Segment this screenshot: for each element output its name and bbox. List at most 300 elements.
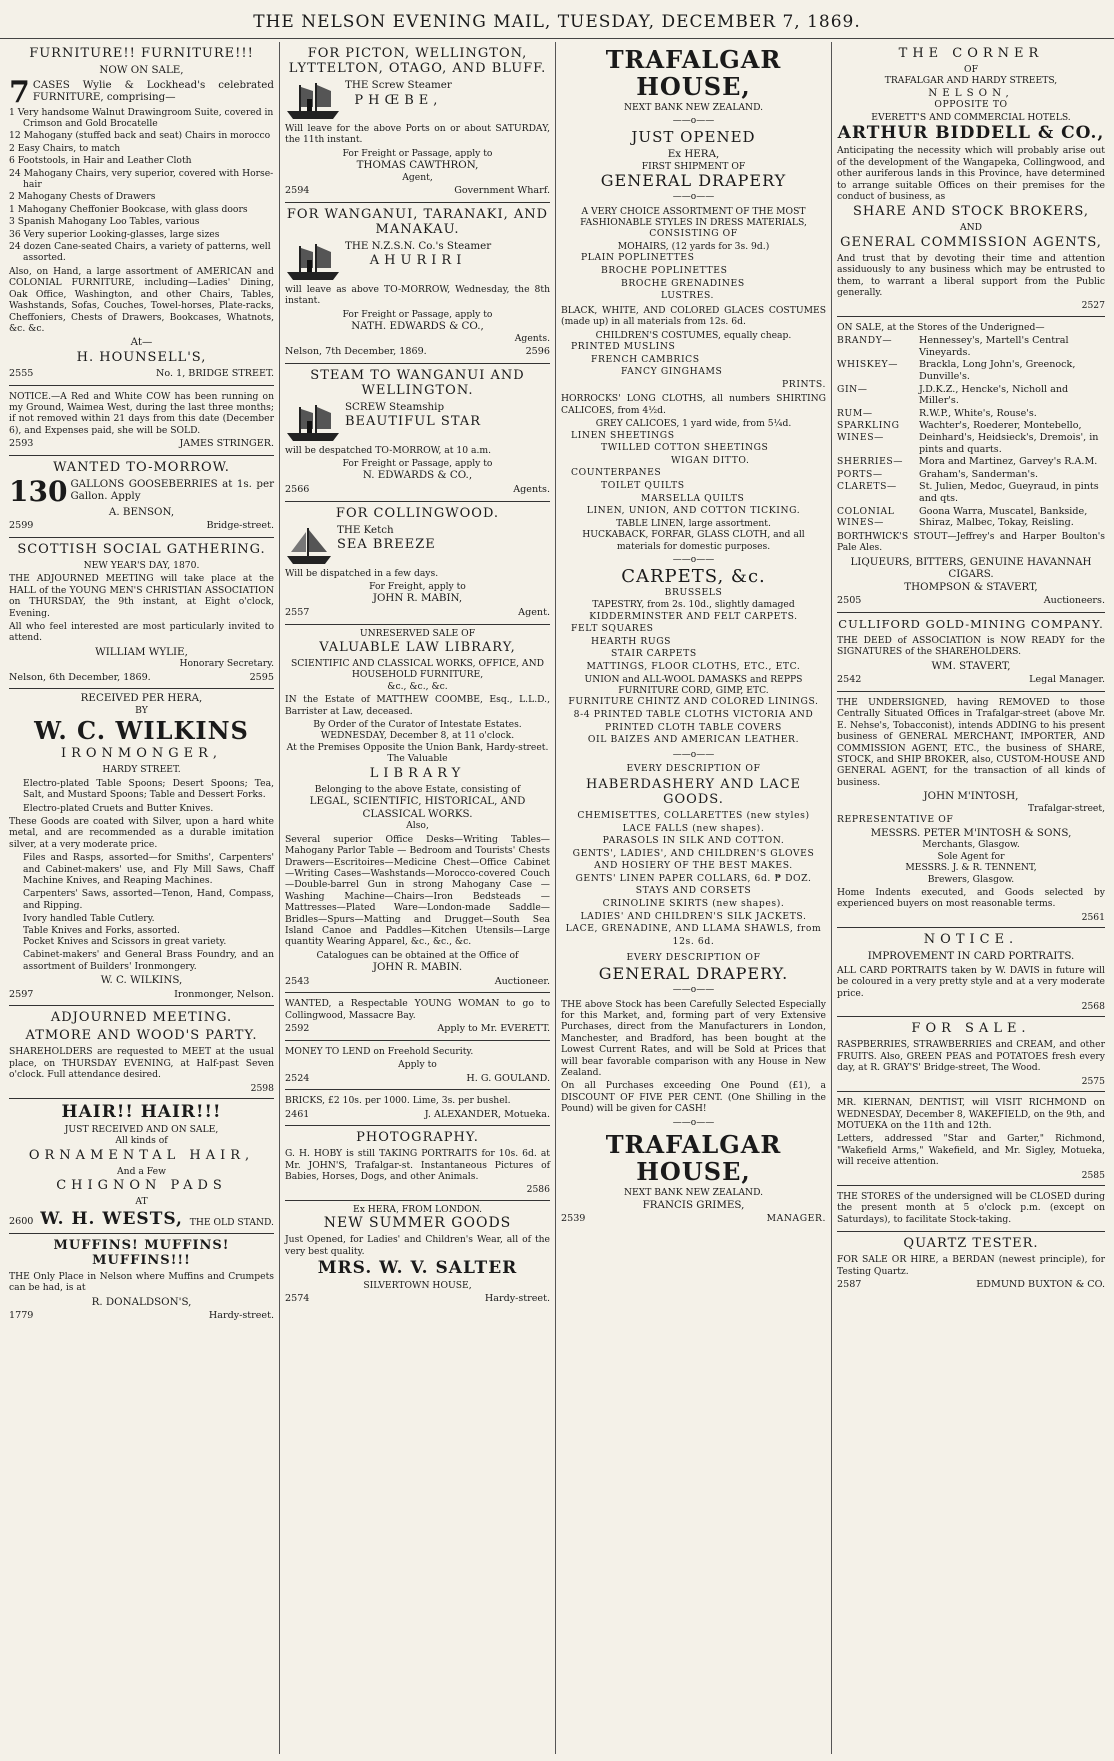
mintosh-text: THE UNDERSIGNED, having REMOVED to those Centrally Situated Offices in Trafalgar-street (above Mr. E. Nehse's, Tobacconist), intends ADDING to his present business of GENERAL MERCHANT, IMPORTER, AND COMMISSION AGENT, ETC., the business of SHARE, STOCK, and SHIP BROKER, also, CUSTOM-HOUSE AND GENERAL AGENT, for the transaction of all kinds of business. bbox=[837, 696, 1105, 788]
wine-brands: Mora and Martinez, Garvey's R.A.M. bbox=[919, 456, 1098, 468]
corner-nelson: NELSON, bbox=[928, 86, 1014, 99]
wine-category: RUM— bbox=[837, 407, 873, 419]
muffins-text: THE Only Place in Nelson where Muffins and Crumpets can be had, is at bbox=[9, 1270, 274, 1294]
wanted-text: GALLONS GOOSEBERRIES at 1s. per Gallon. Apply bbox=[70, 477, 274, 503]
list-item: 3 Spanish Mahogany Loo Tables, various bbox=[9, 216, 200, 228]
corner-streets: TRAFALGAR AND HARDY STREETS, bbox=[884, 75, 1058, 87]
trafalgar-discount: On all Purchases exceeding One Pound (£1), a DISCOUNT OF FIVE PER CENT. (One Shilling in the Pound) will be given for CASH! bbox=[561, 1080, 826, 1115]
hera-house: SILVERTOWN HOUSE, bbox=[363, 1280, 472, 1291]
wine-brands: Brackla, Long John's, Greenock, Dunville's. bbox=[919, 359, 1076, 383]
colling-name: JOHN R. MABIN, bbox=[372, 592, 463, 605]
steam-text: will be despatched TO-MORROW, at 10 a.m. bbox=[285, 444, 492, 456]
money-text: MONEY TO LEND on Freehold Security. bbox=[285, 1045, 474, 1057]
ad-number: 2592 bbox=[285, 1023, 310, 1035]
money-name: H. G. GOULAND. bbox=[466, 1072, 550, 1084]
steam-title: STEAM TO WANGANUI AND WELLINGTON. bbox=[310, 367, 525, 398]
furniture-also: Also, on Hand, a large assortment of AMERICAN and COLONIAL FURNITURE, including—Ladies' Dining, Oak Office, Washington, and other Chairs, Tables, Washstands, Sofas, Couches, Towel-horses, Plate-racks, Cheffoniers, Chests of Drawers, Bookcases, Whatnots, &c. &c. bbox=[9, 265, 274, 334]
list-item: 24 Mahogany Chairs, very superior, covered with Horse-hair bbox=[9, 167, 274, 191]
wine-brands: Graham's, Sanderman's. bbox=[919, 468, 1039, 480]
divider: ——o—— bbox=[672, 192, 715, 202]
ad-library bbox=[285, 625, 550, 994]
table-row bbox=[837, 456, 1105, 468]
picton-ship: PHŒBE, bbox=[354, 92, 443, 108]
list-item: TOILET QUILTS bbox=[601, 479, 685, 491]
mintosh-brewers: Brewers, Glasgow. bbox=[927, 873, 1015, 885]
trafalgar-sub2: NEXT BANK NEW ZEALAND. bbox=[623, 1187, 764, 1199]
trafalgar-kidderminster: KIDDERMINSTER AND FELT CARPETS. bbox=[589, 610, 798, 622]
trafalgar-brussels: BRUSSELS bbox=[664, 586, 723, 598]
wine-brands: St. Julien, Medoc, Gueyraud, in pints and qts. bbox=[919, 481, 1099, 504]
hair-name: W. H. WESTS, bbox=[40, 1208, 183, 1229]
trafalgar-table-linen: TABLE LINEN, large assortment. bbox=[616, 517, 771, 529]
trafalgar-chemisettes: CHEMISETTES, COLLARETTES (new styles) bbox=[577, 809, 810, 821]
ad-number: 2542 bbox=[837, 674, 862, 686]
ad-number: 2598 bbox=[250, 1082, 274, 1094]
ad-wilkins bbox=[9, 689, 274, 1006]
hair-at: AT bbox=[135, 1196, 148, 1208]
table-row bbox=[837, 420, 1105, 455]
dentist-text2: Letters, addressed "Star and Garter," Richmond, "Wakefield Arms," Wakefield, and Mr. Sigley, Motueka, will receive attention. bbox=[837, 1133, 1105, 1168]
ad-scottish bbox=[9, 538, 274, 689]
trafalgar-sub: NEXT BANK NEW ZEALAND. bbox=[623, 102, 764, 113]
ad-number: 2505 bbox=[837, 595, 862, 607]
library-order: By Order of the Curator of Intestate Estates. bbox=[313, 719, 522, 731]
column-4 bbox=[832, 42, 1110, 1754]
trafalgar-oil: OIL BAIZES AND AMERICAN LEATHER. bbox=[587, 734, 800, 746]
column-3 bbox=[556, 42, 832, 1754]
trafalgar-every: EVERY DESCRIPTION OF bbox=[626, 763, 761, 775]
ad-dentist bbox=[837, 1092, 1105, 1186]
scottish-role: Honorary Secretary. bbox=[179, 658, 274, 670]
mintosh-sole: Sole Agent for bbox=[937, 850, 1005, 862]
wanganui-intro: THE N.Z.S.N. Co.'s Steamer bbox=[345, 239, 492, 252]
list-item: STAIR CARPETS bbox=[611, 648, 697, 660]
ad-number: 2596 bbox=[525, 346, 550, 358]
ad-number: 2597 bbox=[9, 988, 34, 1000]
steam-ship: BEAUTIFUL STAR bbox=[345, 414, 481, 430]
list-item: FANCY GINGHAMS bbox=[621, 366, 723, 378]
corner-title: THE CORNER bbox=[898, 46, 1044, 61]
scottish-text2: All who feel interested are most particularly invited to attend. bbox=[9, 620, 274, 644]
hera-big: NEW SUMMER GOODS bbox=[323, 1215, 512, 1232]
ad-for-sale bbox=[837, 1017, 1105, 1092]
ad-muffins bbox=[9, 1234, 274, 1327]
ad-number: 2594 bbox=[285, 185, 310, 197]
wines-name: THOMPSON & STAVERT, bbox=[904, 580, 1038, 593]
divider: ——o—— bbox=[672, 116, 715, 127]
photo-text: G. H. HOBY is still TAKING PORTRAITS for 10s. 6d. at Mr. JOHN'S, Trafalgar-st. Instantaneous Pictures of Babies, Horses, Dogs, and other Animals. bbox=[285, 1148, 550, 1182]
muffins-title: MUFFINS! MUFFINS! MUFFINS!!! bbox=[53, 1237, 230, 1268]
list-item: 36 Very superior Looking-glasses, large sizes bbox=[9, 228, 220, 240]
list-item: WIGAN DITTO. bbox=[671, 454, 750, 466]
library-valuable: The Valuable bbox=[387, 753, 448, 765]
photo-title: PHOTOGRAPHY. bbox=[356, 1130, 479, 1146]
hair-ornamental: ORNAMENTAL HAIR, bbox=[28, 1147, 255, 1163]
ad-number: 2600 bbox=[9, 1216, 34, 1228]
wilkins-list2: Electro-plated Cruets and Butter Knives. bbox=[23, 802, 214, 814]
wines-intro: ON SALE, at the Stores of the Underigned— bbox=[837, 321, 1045, 333]
woman-apply: Apply to Mr. EVERETT. bbox=[437, 1023, 550, 1035]
trafalgar-role: MANAGER. bbox=[766, 1213, 826, 1225]
wanganui-role: Agents. bbox=[514, 332, 550, 344]
trafalgar-mohairs: MOHAIRS, (12 yards for 3s. 9d.) bbox=[617, 241, 770, 252]
ad-number: 2566 bbox=[285, 484, 310, 496]
forsale-text: RASPBERRIES, STRAWBERRIES and CREAM, and other FRUITS. Also, GREEN PEAS and POTATOES fresh every day, at R. GRAY'S' Bridge-street, The Wood. bbox=[837, 1039, 1105, 1074]
wilkins-name: W. C. WILKINS bbox=[34, 716, 249, 746]
trafalgar-jackets: LADIES' AND CHILDREN'S SILK JACKETS. bbox=[580, 910, 807, 922]
list-item: TWILLED COTTON SHEETINGS bbox=[601, 442, 769, 454]
wilkins-trade: IRONMONGER, bbox=[60, 746, 223, 762]
culliford-text: THE DEED of ASSOCIATION is NOW READY for the SIGNATURES of the SHAREHOLDERS. bbox=[837, 634, 1105, 658]
library-t3: SCIENTIFIC AND CLASSICAL WORKS, OFFICE, AND HOUSEHOLD FURNITURE, bbox=[291, 658, 544, 681]
masthead bbox=[0, 4, 1114, 39]
wine-category: SPARKLING WINES— bbox=[837, 420, 900, 444]
ad-number: 2561 bbox=[1081, 911, 1105, 923]
quartz-text: FOR SALE OR HIRE, a BERDAN (newest principle), for Testing Quartz. bbox=[837, 1254, 1105, 1277]
ad-notice-cow bbox=[9, 386, 274, 456]
wine-brands: R.W.P., White's, Rouse's. bbox=[919, 407, 1037, 419]
table-row bbox=[837, 335, 1105, 358]
library-premises: At the Premises Opposite the Union Bank, Hardy-street. bbox=[286, 741, 549, 753]
corner-name: ARTHUR BIDDELL & CO., bbox=[837, 123, 1105, 144]
table-row bbox=[837, 481, 1105, 504]
library-also: Also, bbox=[406, 820, 429, 832]
list-item: BROCHE GRENADINES bbox=[621, 277, 745, 289]
list-item: 2 Mahogany Chests of Drawers bbox=[9, 191, 156, 203]
hera-address: Hardy-street. bbox=[484, 1293, 550, 1305]
ad-corner bbox=[837, 42, 1105, 317]
hair-sub: JUST RECEIVED AND ON SALE, bbox=[64, 1124, 219, 1136]
furniture-intro: CASES Wylie & Lockhead's celebrated FURNITURE, comprising— bbox=[32, 78, 274, 104]
list-item: LINEN, UNION, AND COTTON TICKING. bbox=[586, 505, 801, 517]
trafalgar-title2: TRAFALGAR HOUSE, bbox=[605, 1130, 782, 1187]
wanted-title: WANTED TO-MORROW. bbox=[53, 459, 230, 475]
mintosh-address: Trafalgar-street, bbox=[1028, 802, 1105, 814]
wilkins-p5: Table Knives and Forks, assorted. bbox=[23, 924, 180, 936]
wine-category: CLARETS— bbox=[837, 481, 897, 493]
wanganui-name: NATH. EDWARDS & CO., bbox=[351, 320, 484, 333]
corner-text: Anticipating the necessity which will probably arise out of the development of the Wangapeka, Collingwood, and other auriferous lands in this Province, have determined to arrange suitable Offices on their premises for the conduct of business, as bbox=[837, 145, 1105, 203]
ad-steam bbox=[285, 364, 550, 502]
trafalgar-haberdashery: HABERDASHERY AND LACE GOODS. bbox=[586, 776, 801, 807]
wine-brands: J.D.K.Z., Hencke's, Nicholl and Miller's. bbox=[919, 383, 1069, 407]
table-row bbox=[837, 506, 1105, 529]
list-item: FELT SQUARES bbox=[571, 623, 654, 635]
wines-stout: BORTHWICK'S STOUT—Jeffrey's and Harper Boulton's Pale Ales. bbox=[837, 530, 1105, 554]
list-item: HEARTH RUGS bbox=[591, 635, 672, 647]
ad-number: 2575 bbox=[1081, 1075, 1105, 1087]
wanganui-title: FOR WANGANUI, TARANAKI, AND MANAKAU. bbox=[286, 206, 549, 237]
library-name: JOHN R. MABIN. bbox=[372, 961, 463, 974]
corner-hotels: EVERETT'S AND COMMERCIAL HOTELS. bbox=[871, 112, 1071, 123]
library-works: LEGAL, SCIENTIFIC, HISTORICAL, AND CLASSICAL WORKS. bbox=[309, 795, 526, 820]
ketch-icon bbox=[285, 524, 333, 566]
list-item: LUSTRES. bbox=[661, 290, 715, 302]
furniture-onsale: NOW ON SALE, bbox=[99, 64, 184, 76]
trafalgar-horrocks: HORROCKS' LONG CLOTHS, all numbers SHIRTING CALICOES, from 4½d. bbox=[561, 393, 826, 416]
picton-text: Will leave for the above Ports on or about SATURDAY, the 11th instant. bbox=[285, 123, 550, 146]
corner-gca: GENERAL COMMISSION AGENTS, bbox=[840, 234, 1102, 250]
ad-number: 2527 bbox=[1081, 300, 1105, 312]
muffins-name: R. DONALDSON'S, bbox=[91, 1295, 192, 1308]
ad-card-portraits bbox=[837, 928, 1105, 1017]
corner-trust: And trust that by devoting their time and attention assiduously to any business which may be entrusted to them, to warrant a liberal support from the Public generally. bbox=[837, 252, 1105, 299]
trafalgar-glaces: BLACK, WHITE, AND COLORED GLACES COSTUMES (made up) in all materials from 12s. 6d. bbox=[561, 304, 826, 328]
picton-address: Government Wharf. bbox=[454, 185, 550, 197]
ad-number: 2574 bbox=[285, 1293, 310, 1305]
trafalgar-manager-name: FRANCIS GRIMES, bbox=[642, 1198, 745, 1211]
trafalgar-crinoline: CRINOLINE SKIRTS (new shapes). bbox=[602, 898, 785, 910]
wilkins-p4: Ivory handled Table Cutlery. bbox=[23, 913, 155, 925]
money-apply: Apply to bbox=[398, 1059, 437, 1071]
mintosh-tennent: MESSRS. J. & R. TENNENT, bbox=[905, 862, 1037, 874]
furniture-name: H. HOUNSELL'S, bbox=[76, 349, 207, 365]
list-item: 2 Easy Chairs, to match bbox=[9, 142, 121, 154]
trafalgar-ex: Ex HERA, bbox=[667, 148, 720, 160]
furniture-drop: 7 bbox=[9, 74, 30, 110]
scottish-title: SCOTTISH SOCIAL GATHERING. bbox=[17, 541, 266, 557]
trafalgar-lace: LACE FALLS (new shapes). bbox=[622, 822, 765, 834]
wine-category: SHERRIES— bbox=[837, 456, 904, 468]
colling-title: FOR COLLINGWOOD. bbox=[335, 505, 500, 521]
adjourned-text: SHAREHOLDERS are requested to MEET at the usual place, on THURSDAY EVENING, at Half-past Seven o'clock. Full attendance desired. bbox=[9, 1046, 274, 1081]
colling-text: Will be dispatched in a few days. bbox=[285, 567, 439, 579]
list-item: BROCHE POPLINETTES bbox=[601, 265, 728, 276]
ad-hera-goods bbox=[285, 1201, 550, 1310]
ad-adjourned bbox=[9, 1006, 274, 1099]
ad-culliford bbox=[837, 613, 1105, 692]
ad-furniture bbox=[9, 42, 274, 386]
dentist-text: MR. KIERNAN, DENTIST, will VISIT RICHMOND on WEDNESDAY, December 8, WAKEFIELD, on the 9th, and MOTUEKA on the 11th and 12th. bbox=[837, 1097, 1105, 1131]
mintosh-home: Home Indents executed, and Goods selected by experienced buyers on most reasonable terms. bbox=[837, 887, 1105, 910]
ad-number: 2586 bbox=[526, 1184, 550, 1196]
library-estate: IN the Estate of MATTHEW COOMBE, Esq., L.L.D., Barrister at Law, deceased. bbox=[285, 694, 550, 717]
ad-number: 2568 bbox=[1081, 1001, 1105, 1013]
wanganui-text: will leave as above TO-MORROW, Wednesday, the 8th instant. bbox=[285, 283, 550, 307]
notice-name: JAMES STRINGER. bbox=[179, 438, 274, 450]
steamship-icon bbox=[285, 79, 341, 121]
list-item: MATTINGS, FLOOR CLOTHS, ETC., ETC. bbox=[586, 660, 801, 672]
ad-number: 2595 bbox=[249, 671, 274, 683]
woman-text: WANTED, a Respectable YOUNG WOMAN to go to Collingwood, Massacre Bay. bbox=[285, 998, 550, 1021]
wine-brands: Hennessey's, Martell's Central Vineyards. bbox=[919, 335, 1069, 358]
picton-intro: THE Screw Steamer bbox=[345, 79, 452, 91]
list-item: FRENCH CAMBRICS bbox=[591, 353, 700, 365]
picton-apply: For Freight or Passage, apply to bbox=[342, 147, 493, 159]
ad-number: 2585 bbox=[1081, 1169, 1105, 1181]
library-role: Auctioneer. bbox=[494, 975, 550, 987]
corner-opposite: OPPOSITE TO bbox=[934, 99, 1008, 111]
wanted-name: A. BENSON, bbox=[108, 505, 175, 518]
divider: ——o—— bbox=[672, 749, 715, 760]
trafalgar-stays: STAYS AND CORSETS bbox=[635, 885, 752, 897]
divider: ——o—— bbox=[672, 1117, 715, 1128]
colling-ship: SEA BREEZE bbox=[337, 537, 436, 553]
column-2 bbox=[280, 42, 556, 1754]
steam-role: Agents. bbox=[513, 484, 550, 496]
ad-number: 1779 bbox=[9, 1310, 34, 1322]
trafalgar-union: UNION and ALL-WOOL DAMASKS and REPPS FURNITURE CORD, GIMP, ETC. bbox=[584, 673, 803, 696]
corner-share: SHARE AND STOCK BROKERS, bbox=[853, 204, 1089, 220]
library-t1: UNRESERVED SALE OF bbox=[359, 627, 476, 639]
ad-stores-closed bbox=[837, 1186, 1105, 1232]
mintosh-rep: REPRESENTATIVE OF bbox=[837, 814, 954, 826]
ad-number: 2524 bbox=[285, 1072, 310, 1084]
colling-apply: For Freight, apply to bbox=[369, 581, 466, 593]
wine-category: WHISKEY— bbox=[837, 359, 899, 371]
wine-category: PORTS— bbox=[837, 468, 883, 480]
divider: ——o—— bbox=[672, 985, 715, 996]
notice-text: ALL CARD PORTRAITS taken by W. DAVIS in future will be coloured in a very pretty style and at a very moderate price. bbox=[837, 964, 1105, 999]
furniture-address: No. 1, BRIDGE STREET. bbox=[155, 367, 274, 379]
culliford-role: Legal Manager. bbox=[1029, 674, 1105, 686]
ad-wanted bbox=[9, 456, 274, 538]
list-item: PRINTS. bbox=[782, 378, 826, 390]
trafalgar-huckaback: HUCKABACK, FORFAR, GLASS CLOTH, and all materials for domestic purposes. bbox=[582, 529, 805, 552]
wine-category: BRANDY— bbox=[837, 335, 893, 347]
wine-brands: Wachter's, Roederer, Montebello, Deinhard's, Heidsieck's, Dremois', in pints and quarts. bbox=[919, 420, 1099, 455]
mintosh-firm2: Merchants, Glasgow. bbox=[922, 839, 1020, 851]
wines-role: Auctioneers. bbox=[1043, 595, 1105, 607]
bricks-name: J. ALEXANDER, Motueka. bbox=[424, 1108, 550, 1120]
wilkins-by: BY bbox=[135, 704, 148, 716]
library-t2: VALUABLE LAW LIBRARY, bbox=[319, 640, 516, 656]
library-catalogues: Catalogues can be obtained at the Office of bbox=[316, 949, 519, 961]
list-item: 24 dozen Cane-seated Chairs, a variety of patterns, well assorted. bbox=[9, 241, 271, 264]
ad-number: 2539 bbox=[561, 1213, 586, 1225]
scottish-date: NEW YEAR'S DAY, 1870. bbox=[83, 559, 200, 571]
furniture-at: At— bbox=[130, 336, 153, 349]
wilkins-p2: Files and Rasps, assorted—for Smiths', Carpenters' and Cabinet-makers' use, and Fly Mill Saws, Chaff Machine Knives, and Reaping Machines. bbox=[23, 852, 274, 886]
ad-wines bbox=[837, 317, 1105, 613]
trafalgar-stock: THE above Stock has been Carefully Selected Especially for this Market, and, forming part of very Extensive Purchases, direct from the Manufacturers in London, Manchester, and Bradford, has been bought at the Lowest Current Rates, and will be Sold at Prices that will bear favorable comparison with any House in New Zealand. bbox=[561, 998, 826, 1079]
steamship-icon bbox=[285, 240, 341, 282]
trafalgar-consisting: CONSISTING OF bbox=[649, 228, 738, 240]
corner-and: AND bbox=[959, 222, 983, 234]
adjourned-sub: ATMORE AND WOOD'S PARTY. bbox=[25, 1028, 258, 1044]
trafalgar-choice: A VERY CHOICE ASSORTMENT OF THE MOST FASHIONABLE STYLES IN DRESS MATERIALS, bbox=[580, 205, 807, 228]
ad-number: 2587 bbox=[837, 1278, 862, 1290]
steam-apply: For Freight or Passage, apply to bbox=[342, 458, 493, 470]
picton-title: FOR PICTON, WELLINGTON, LYTTELTON, OTAGO, AND BLUFF. bbox=[288, 46, 547, 76]
mintosh-firm: MESSRS. PETER M'INTOSH & SONS, bbox=[870, 826, 1072, 839]
culliford-name: WM. STAVERT, bbox=[931, 659, 1011, 672]
trafalgar-carpets: CARPETS, &c. bbox=[621, 565, 766, 587]
mintosh-name: JOHN M'INTOSH, bbox=[923, 790, 1019, 803]
trafalgar-opened: JUST OPENED bbox=[631, 128, 756, 146]
table-row bbox=[837, 359, 1105, 382]
scottish-text: THE ADJOURNED MEETING will take place at the HALL of the YOUNG MEN'S CHRISTIAN ASSOCIATION on THURSDAY, the 9th instant, at Eight o'clock, Evening. bbox=[9, 573, 274, 619]
wilkins-p3: Carpenters' Saws, assorted—Tenon, Hand, Compass, and Ripping. bbox=[23, 888, 274, 911]
hair-stand: THE OLD STAND. bbox=[189, 1217, 274, 1229]
wanganui-place: Nelson, 7th December, 1869. bbox=[285, 346, 427, 358]
trafalgar-collars: GENTS' LINEN PAPER COLLARS, 6d. ₱ DOZ. bbox=[575, 872, 812, 884]
ad-trafalgar-house bbox=[561, 42, 826, 1230]
furniture-title: FURNITURE!! FURNITURE!!! bbox=[29, 46, 254, 61]
notice-sub: IMPROVEMENT IN CARD PORTRAITS. bbox=[867, 950, 1075, 963]
quartz-name: EDMUND BUXTON & CO. bbox=[976, 1278, 1105, 1290]
wilkins-p6: Pocket Knives and Scissors in great variety. bbox=[23, 936, 227, 948]
steam-intro: SCREW Steamship bbox=[345, 400, 445, 413]
library-word: LIBRARY bbox=[369, 765, 466, 781]
hera-title: Ex HERA, FROM LONDON. bbox=[352, 1203, 482, 1215]
corner-of: OF bbox=[964, 64, 978, 75]
ad-wanganui bbox=[285, 203, 550, 364]
scottish-place: Nelson, 6th December, 1869. bbox=[9, 671, 151, 683]
steamship-icon bbox=[285, 401, 341, 443]
trafalgar-parasols: PARASOLS IN SILK AND COTTON. bbox=[602, 835, 785, 847]
ad-young-woman bbox=[285, 993, 550, 1040]
hera-name: MRS. W. V. SALTER bbox=[317, 1258, 518, 1278]
ad-collingwood bbox=[285, 502, 550, 625]
wine-category: GIN— bbox=[837, 383, 868, 395]
trafalgar-first: FIRST SHIPMENT OF bbox=[641, 160, 746, 172]
wanted-address: Bridge-street. bbox=[206, 520, 274, 532]
trafalgar-printed: 8-4 PRINTED TABLE CLOTHS VICTORIA AND PRINTED CLOTH TABLE COVERS bbox=[573, 708, 814, 733]
furniture-items bbox=[9, 107, 274, 264]
hair-chignon: CHIGNON PADS bbox=[56, 1178, 227, 1194]
list-item: 12 Mahogany (stuffed back and seat) Chairs in morocco bbox=[9, 130, 271, 142]
hair-few: And a Few bbox=[117, 1165, 166, 1177]
column-1 bbox=[4, 42, 280, 1754]
ad-number: 2593 bbox=[9, 438, 34, 450]
wilkins-p1: These Goods are coated with Silver, upon a hard white metal, and are recommended as a durable imitation silver, at a very moderate price. bbox=[9, 815, 274, 850]
colling-intro: THE Ketch bbox=[337, 523, 394, 536]
muffins-address: Hardy-street. bbox=[208, 1310, 274, 1322]
table-row bbox=[837, 384, 1105, 407]
list-item: MARSELLA QUILTS bbox=[641, 492, 745, 504]
wilkins-p7: Cabinet-makers' and General Brass Foundry, and an assortment of Builders' Ironmongery. bbox=[23, 949, 274, 972]
list-item: LINEN SHEETINGS bbox=[571, 429, 675, 441]
forsale-title: FOR SALE. bbox=[911, 1021, 1031, 1037]
hair-kinds: All kinds of bbox=[115, 1135, 168, 1147]
ad-number: 2599 bbox=[9, 520, 34, 532]
library-belong: Belonging to the above Estate, consisting of bbox=[314, 783, 521, 795]
colling-role: Agent. bbox=[518, 607, 550, 619]
library-date: WEDNESDAY, December 8, at 11 o'clock. bbox=[320, 730, 515, 742]
notice-text: NOTICE.—A Red and White COW has been running on my Ground, Waimea West, during the last three months; if not removed within 21 days from this date (December 6), and Expenses paid, she will be SOLD. bbox=[9, 390, 274, 436]
wine-category: COLONIAL WINES— bbox=[837, 505, 895, 529]
list-item: COUNTERPANES bbox=[571, 467, 662, 479]
ad-number: 2461 bbox=[285, 1108, 310, 1120]
trafalgar-drapery: GENERAL DRAPERY bbox=[600, 171, 787, 190]
list-item: 6 Footstools, in Hair and Leather Cloth bbox=[9, 155, 192, 167]
ad-quartz bbox=[837, 1232, 1105, 1295]
masthead-title: THE NELSON EVENING MAIL, TUESDAY, DECEMBER 7, 1869. bbox=[253, 12, 861, 32]
trafalgar-gloves: GENTS', LADIES', AND CHILDREN'S GLOVES AND HOSIERY OF THE BEST MAKES. bbox=[572, 847, 815, 872]
trafalgar-children: CHILDREN'S COSTUMES, equally cheap. bbox=[595, 329, 792, 341]
ad-photography bbox=[285, 1126, 550, 1201]
ad-money bbox=[285, 1041, 550, 1090]
stores-text: THE STORES of the undersigned will be CLOSED during the present month at 5 o'clock p.m. (except on Saturdays), to facilitate Stock-taking. bbox=[837, 1190, 1105, 1225]
divider: ——o—— bbox=[672, 554, 715, 565]
trafalgar-title: TRAFALGAR HOUSE, bbox=[605, 45, 782, 101]
list-item: PRINTED MUSLINS bbox=[571, 341, 676, 352]
library-t4: &c., &c., &c. bbox=[387, 680, 448, 692]
wanganui-apply: For Freight or Passage, apply to bbox=[342, 308, 493, 320]
trafalgar-every2: EVERY DESCRIPTION OF bbox=[626, 952, 761, 964]
trafalgar-tapestry: TAPESTRY, from 2s. 10d., slightly damaged bbox=[592, 599, 795, 611]
notice-title: NOTICE. bbox=[923, 932, 1019, 948]
trafalgar-general-drapery: GENERAL DRAPERY. bbox=[598, 964, 789, 984]
scottish-name: WILLIAM WYLIE, bbox=[95, 645, 188, 658]
culliford-title: CULLIFORD GOLD-MINING COMPANY. bbox=[838, 616, 1104, 631]
wilkins-list1: Electro-plated Table Spoons; Desert Spoons; Tea, Salt, and Mustard Spoons; Table and Dessert Forks. bbox=[23, 777, 274, 801]
ad-bricks bbox=[285, 1090, 550, 1126]
wilkins-sign: W. C. WILKINS, bbox=[100, 974, 183, 987]
hair-title: HAIR!! HAIR!!! bbox=[61, 1102, 222, 1123]
table-row bbox=[837, 469, 1105, 481]
